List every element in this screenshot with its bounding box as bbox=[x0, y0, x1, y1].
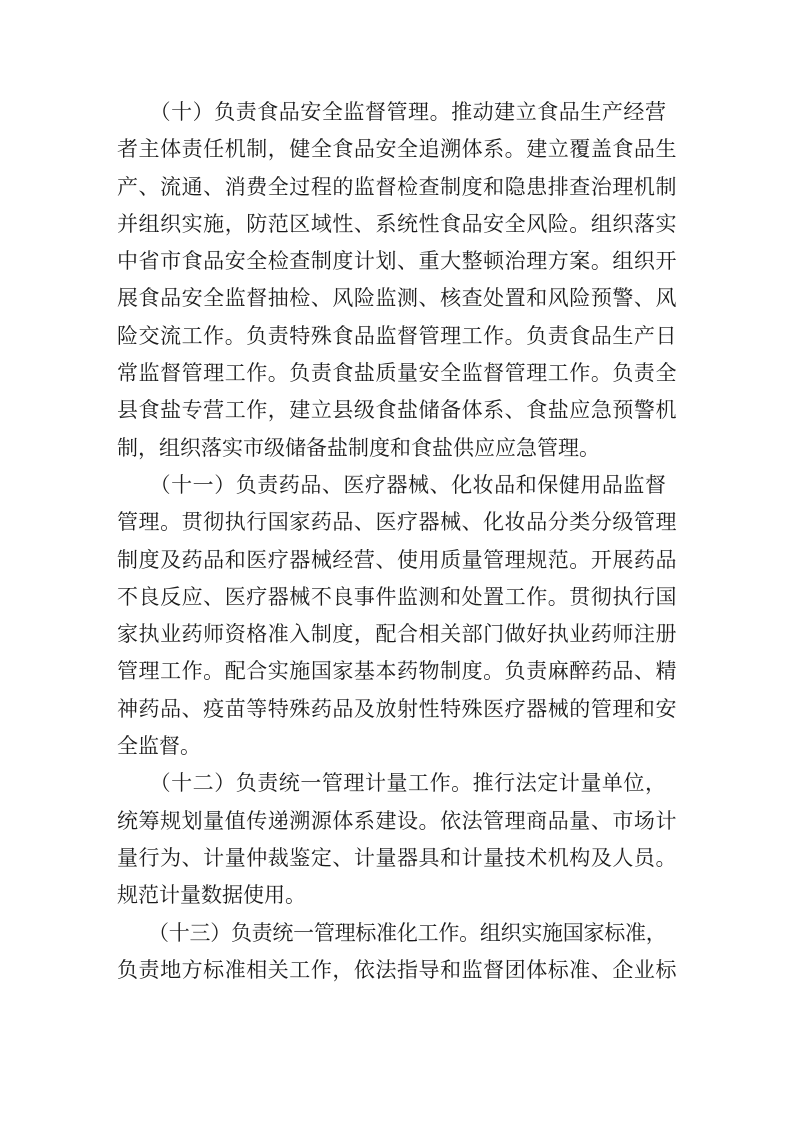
text-line: 县食盐专营工作，建立县级食盐储备体系、食盐应急预警机 bbox=[117, 398, 677, 423]
text-line: 规范计量数据使用。 bbox=[117, 883, 306, 908]
text-line: 全监督。 bbox=[117, 734, 201, 759]
text-line: 者主体责任机制，健全食品安全追溯体系。建立覆盖食品生 bbox=[117, 137, 677, 162]
text-line: 统筹规划量值传递溯源体系建设。依法管理商品量、市场计 bbox=[117, 808, 677, 833]
text-line: 不良反应、医疗器械不良事件监测和处置工作。贯彻执行国 bbox=[117, 584, 677, 609]
text-line: 中省市食品安全检查制度计划、重大整顿治理方案。组织开 bbox=[117, 249, 677, 274]
paragraph bbox=[117, 94, 677, 467]
document-body bbox=[117, 94, 677, 989]
text-line: （十一）负责药品、医疗器械、化妆品和保健用品监督 bbox=[117, 472, 667, 497]
text-line: 管理工作。配合实施国家基本药物制度。负责麻醉药品、精 bbox=[117, 659, 677, 684]
text-line: （十三）负责统一管理标准化工作。组织实施国家标准， bbox=[117, 920, 667, 945]
paragraph bbox=[117, 915, 677, 990]
text-line: 展食品安全监督抽检、风险监测、核查处置和风险预警、风 bbox=[117, 286, 677, 311]
paragraph bbox=[117, 467, 677, 765]
text-line: 常监督管理工作。负责食盐质量安全监督管理工作。负责全 bbox=[117, 361, 677, 386]
text-line: 并组织实施，防范区域性、系统性食品安全风险。组织落实 bbox=[117, 211, 677, 236]
text-line: 量行为、计量仲裁鉴定、计量器具和计量技术机构及人员。 bbox=[117, 845, 677, 870]
text-line: 产、流通、消费全过程的监督检查制度和隐患排查治理机制 bbox=[117, 174, 677, 199]
text-line: 制，组织落实市级储备盐制度和食盐供应应急管理。 bbox=[117, 435, 600, 460]
text-line: 管理。贯彻执行国家药品、医疗器械、化妆品分类分级管理 bbox=[117, 510, 677, 535]
text-line: 神药品、疫苗等特殊药品及放射性特殊医疗器械的管理和安 bbox=[117, 696, 677, 721]
text-line: 负责地方标准相关工作，依法指导和监督团体标准、企业标 bbox=[117, 957, 677, 982]
text-line: （十二）负责统一管理计量工作。推行法定计量单位， bbox=[117, 771, 667, 796]
paragraph bbox=[117, 765, 677, 914]
text-line: 险交流工作。负责特殊食品监督管理工作。负责食品生产日 bbox=[117, 323, 677, 348]
text-line: （十）负责食品安全监督管理。推动建立食品生产经营 bbox=[117, 100, 667, 124]
text-line: 家执业药师资格准入制度，配合相关部门做好执业药师注册 bbox=[117, 622, 677, 647]
text-line: 制度及药品和医疗器械经营、使用质量管理规范。开展药品 bbox=[117, 547, 677, 572]
